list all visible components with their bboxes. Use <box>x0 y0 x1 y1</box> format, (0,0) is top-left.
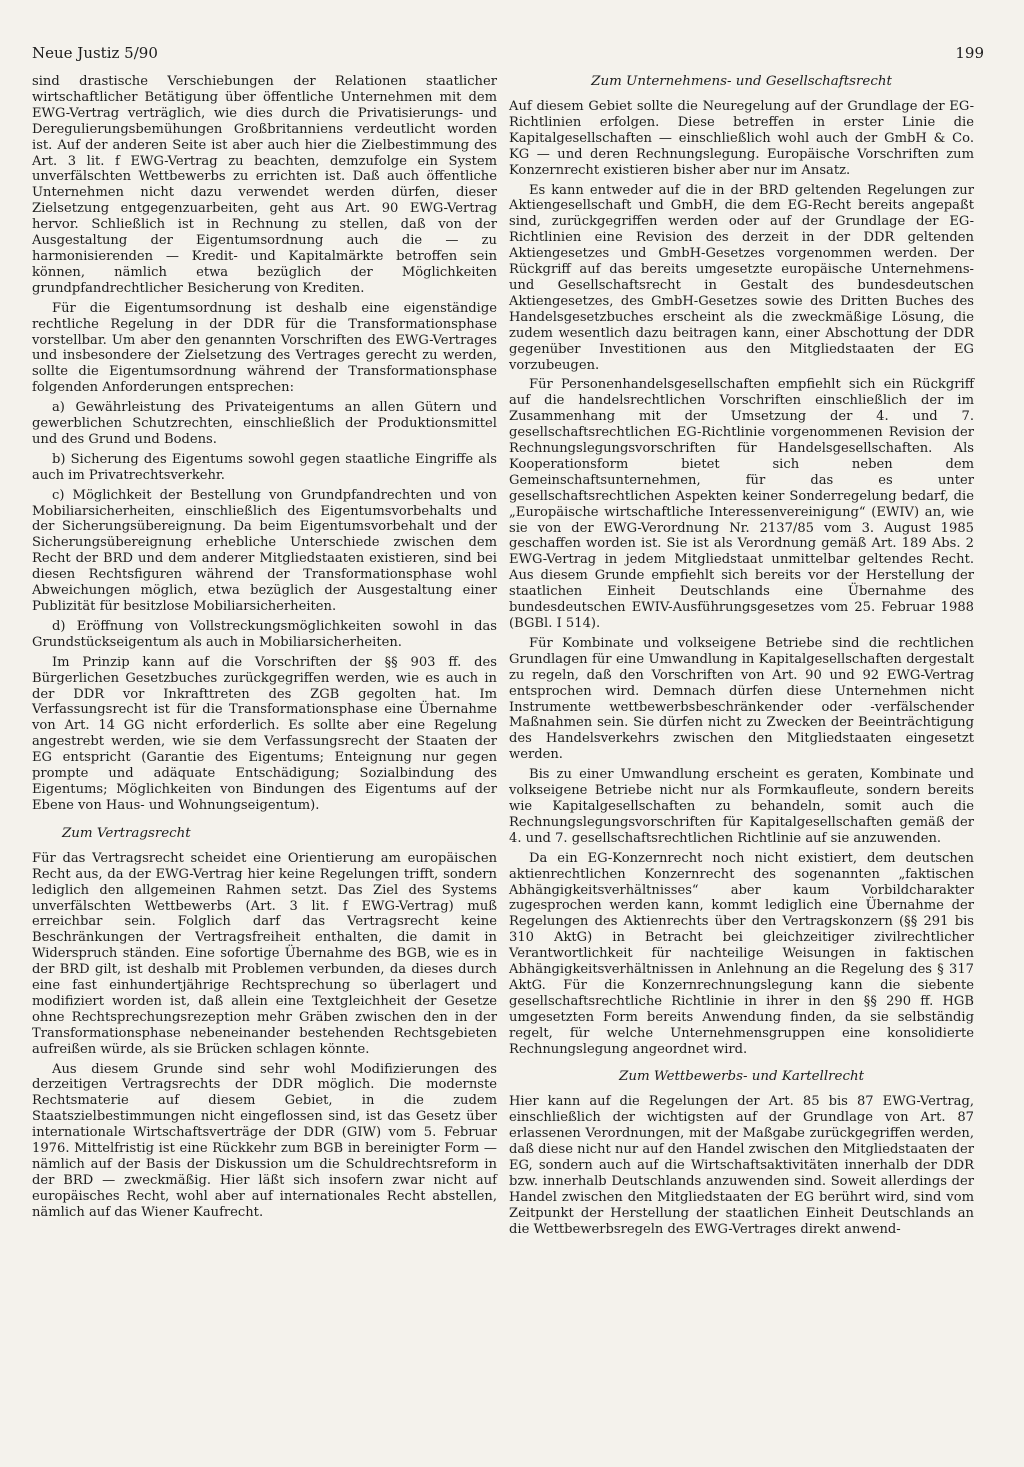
paragraph: Für Personenhandelsgesellschaften empfiehlt sich ein Rückgriff auf die handelsrechtlichen Vorschriften einschließlich der im Zusammenhang mit der Umsetzung der 4. und 7. gesellschaftsrechtlichen EG-Richtlinie vorgenommenen Revision der Rechnungslegungsvorschriften für Handelsgesellschaften. Als Kooperationsform bietet sich neben dem Gemeinschaftsunternehmen, für das es unter gesellschaftsrechtlichen Aspekten keiner Sonderregelung bedarf, die „Europäische wirtschaftliche Interessenvereinigung“ (EWIV) an, wie sie von der EWG-Verordnung Nr. 2137/85 vom 3. August 1985 geschaffen worden ist. Sie ist als Verordnung gemäß Art. 189 Abs. 2 EWG-Vertrag in jedem Mitgliedstaat unmittelbar geltendes Recht. Aus diesem Grunde empfiehlt sich bereits vor der Herstellung der staatlichen Einheit Deutschlands eine Übernahme des bundesdeutschen EWIV-Ausführungsgesetzes vom 25. Februar 1988 (BGBl. I 514). <box>509 377 974 631</box>
paragraph: Hier kann auf die Regelungen der Art. 85 bis 87 EWG-Vertrag, einschließlich der wichtigsten auf der Grundlage von Art. 87 erlassenen Verordnungen, mit der Maßgabe zurückgegriffen werden, daß diese nicht nur auf den Handel zwischen den Mitgliedstaaten der EG, sondern auch auf die Wirtschaftsaktivitäten innerhalb der DDR bzw. innerhalb Deutschlands anzuwenden sind. Soweit allerdings der Handel zwischen den Mitgliedstaaten der EG berührt wird, sind vom Zeitpunkt der Herstellung der staatlichen Einheit Deutschlands an die Wettbewerbsregeln des EWG-Vertrages direkt anwend- <box>509 1094 974 1237</box>
paragraph: Im Prinzip kann auf die Vorschriften der §§ 903 ff. des Bürgerlichen Gesetzbuches zurückgegriffen werden, wie es auch in der DDR vor Inkrafttreten des ZGB gegolten hat. Im Verfassungsrecht ist für die Transformationsphase eine Übernahme von Art. 14 GG nicht erforderlich. Es sollte aber eine Regelung angestrebt werden, wie sie dem Verfassungsrecht der Staaten der EG entspricht (Garantie des Eigentums; Enteignung nur gegen prompte und adäquate Entschädigung; Sozialbindung des Eigentums; Möglichkeiten von Bindungen des Eigentums auf der Ebene von Haus- und Wohnungseigentum). <box>32 654 497 813</box>
paragraph: Da ein EG-Konzernrecht noch nicht existiert, dem deutschen aktienrechtlichen Konzernrecht des sogenannten „faktischen Abhängigkeitsverhältnisses“ aber kaum Vorbildcharakter zugesprochen werden kann, kommt lediglich eine Übernahme der Regelungen des Aktienrechts über den Vertragskonzern (§§ 291 bis 310 AktG) in Betracht bei gleichzeitiger zivilrechtlicher Verantwortlichkeit für nachteilige Weisungen in faktischen Abhängigkeitsverhältnissen in Anlehnung an die Regelung des § 317 AktG. Für die Konzernrechnungslegung kann die siebente gesellschaftsrechtliche Richtlinie in ihrer in den §§ 290 ff. HGB umgesetzten Form bereits Anwendung finden, da sie selbständig regelt, für welche Unternehmensgruppen eine konsolidierte Rechnungslegung angeordnet wird. <box>509 850 974 1057</box>
section-heading-kartellrecht: Zum Wettbewerbs- und Kartellrecht <box>619 1069 864 1085</box>
paragraph: Für das Vertragsrecht scheidet eine Orientierung am europäischen Recht aus, da der EWG-Vertrag hier keine Regelungen trifft, sondern lediglich den allgemeinen Rahmen setzt. Das Ziel des Systems unverfälschten Wettbewerbs (Art. 3 lit. f EWG-Vertrag) muß erreichbar sein. Folglich darf das Vertragsrecht keine Beschränkungen der Vertragsfreiheit enthalten, die damit in Widerspruch ständen. Eine sofortige Übernahme des BGB, wie es in der BRD gilt, ist deshalb mit Problemen verbunden, da dieses durch eine fast einhundertjährige Rechtsprechung so überlagert und modifiziert worden ist, daß allein eine Textgleichheit der Gesetze ohne Rechtsprechungsrezeption mehr Gräben zwischen den in der Transformationsphase nebeneinander bestehenden Rechtsgebieten aufreißen würde, als sie Brücken schlagen könnte. <box>32 850 497 1057</box>
paragraph: Auf diesem Gebiet sollte die Neuregelung auf der Grundlage der EG-Richtlinien erfolgen. Diese betreffen in erster Linie die Kapitalgesellschaften — einschließlich wohl auch der GmbH & Co. KG — und deren Rechnungslegung. Europäische Vorschriften zum Konzernrecht existieren bisher aber nur im Ansatz. <box>509 99 974 178</box>
page-number: 199 <box>955 44 984 62</box>
right-column <box>509 74 974 1242</box>
paragraph: Bis zu einer Umwandlung erscheint es geraten, Kombinate und volkseigene Betriebe nicht nur als Formkaufleute, sondern bereits wie Kapitalgesellschaften zu behandeln, somit auch die Rechnungslegungsvorschriften für Kapitalgesellschaften gemäß der 4. und 7. gesellschaftsrechtlichen Richtlinie auf sie anzuwenden. <box>509 767 974 846</box>
list-item: d) Eröffnung von Vollstreckungsmöglichkeiten sowohl in das Grundstückseigentum als auch in Mobiliarsicherheiten. <box>32 618 497 650</box>
paragraph: Es kann entweder auf die in der BRD geltenden Regelungen zur Aktiengesellschaft und GmbH, die dem EG-Recht bereits angepaßt sind, zurückgegriffen werden oder auf der Grundlage der EG-Richtlinien eine Revision des derzeit in der DDR geltenden Aktiengesetzes und GmbH-Gesetzes vorgenommen werden. Der Rückgriff auf das bereits umgesetzte europäische Unternehmens- und Gesellschaftsrecht in Gestalt des bundesdeutschen Aktiengesetzes, des GmbH-Gesetzes sowie des Dritten Buches des Handelsgesetzbuches erscheint als die zweckmäßige Lösung, die zudem wesentlich dazu beitragen kann, einer Abschottung der DDR gegenüber Investitionen aus den Mitgliedstaaten der EG vorzubeugen. <box>509 182 974 373</box>
page-header <box>32 44 984 66</box>
list-item: c) Möglichkeit der Bestellung von Grundpfandrechten und von Mobiliarsicherheiten, einschließlich des Eigentumsvorbehalts und der Sicherungsübereignung. Da beim Eigentumsvorbehalt und der Sicherungsübereignung erhebliche Unterschiede zwischen dem Recht der BRD und dem anderer Mitgliedstaaten existieren, sind bei diesen Rechtsfiguren während der Transformationsphase wohl Abweichungen möglich, etwa bezüglich der Ausgestaltung einer Publizität für besitzlose Mobiliarsicherheiten. <box>32 487 497 614</box>
paragraph: Für Kombinate und volkseigene Betriebe sind die rechtlichen Grundlagen für eine Umwandlung in Kapitalgesellschaften dergestalt zu regeln, daß den Vorschriften von Art. 90 und 92 EWG-Vertrag entsprochen wird. Demnach dürfen diese Unternehmen nicht Instrumente wettbewerbsbeschränkender oder -verfälschender Maßnahmen sein. Sie dürfen nicht zu Zwecken der Beeinträchtigung des Handelsverkehrs zwischen den Mitgliedstaaten eingesetzt werden. <box>509 635 974 763</box>
left-column <box>32 74 497 1225</box>
list-item: b) Sicherung des Eigentums sowohl gegen staatliche Eingriffe als auch im Privatrechtsverkehr. <box>32 451 497 483</box>
journal-title: Neue Justiz 5/90 <box>32 44 158 62</box>
paragraph: Für die Eigentumsordnung ist deshalb eine eigenständige rechtliche Regelung in der DDR für die Transformationsphase vorstellbar. Um aber den genannten Vorschriften des EWG-Vertrages und insbesondere der Zielsetzung des Vertrages gerecht zu werden, sollte die Eigentumsordnung während der Transformationsphase folgenden Anforderungen entsprechen: <box>32 300 497 396</box>
list-item: a) Gewährleistung des Privateigentums an allen Gütern und gewerblichen Schutzrechten, einschließlich der Produktionsmittel und des Grund und Bodens. <box>32 400 497 447</box>
section-heading-gesellschaftsrecht: Zum Unternehmens- und Gesellschaftsrecht <box>591 74 892 89</box>
paragraph: Aus diesem Grunde sind sehr wohl Modifizierungen des derzeitigen Vertragsrechts der DDR möglich. Die modernste Rechtsmaterie auf diesem Gebiet, in die zudem Staatszielbestimmungen nicht eingeflossen sind, ist das Gesetz über internationale Wirtschaftsverträge der DDR (GIW) vom 5. Februar 1976. Mittelfristig ist eine Rückkehr zum BGB in bereinigter Form — nämlich auf der Basis der Diskussion um die Schuldrechtsreform in der BRD — zweckmäßig. Hier läßt sich insofern zwar nicht auf europäisches Recht, wohl aber auf internationales Recht abstellen, nämlich auf das Wiener Kaufrecht. <box>32 1061 497 1220</box>
section-heading-vertragsrecht: Zum Vertragsrecht <box>62 825 191 841</box>
paragraph: sind drastische Verschiebungen der Relationen staatlicher wirtschaftlicher Betätigung über öffentliche Unternehmen mit dem EWG-Vertrag verträglich, wie dies durch die Privatisierungs- und Deregulierungsbemühungen Großbritanniens verdeutlicht worden ist. Auf der anderen Seite ist aber auch hier die Zielbestimmung des Art. 3 lit. f EWG-Vertrag zu beachten, demzufolge ein System unverfälschten Wettbewerbs zu errichten ist. Daß auch öffentliche Unternehmen nicht dazu verwendet werden dürfen, dieser Zielsetzung entgegenzuarbeiten, geht aus Art. 90 EWG-Vertrag hervor. Schließlich ist in Rechnung zu stellen, daß von der Ausgestaltung der Eigentumsordnung auch die — zu harmonisierenden — Kredit- und Kapitalmärkte betroffen sein können, nämlich etwa bezüglich der Möglichkeiten grundpfandrechtlicher Besicherung von Krediten. <box>32 74 497 296</box>
